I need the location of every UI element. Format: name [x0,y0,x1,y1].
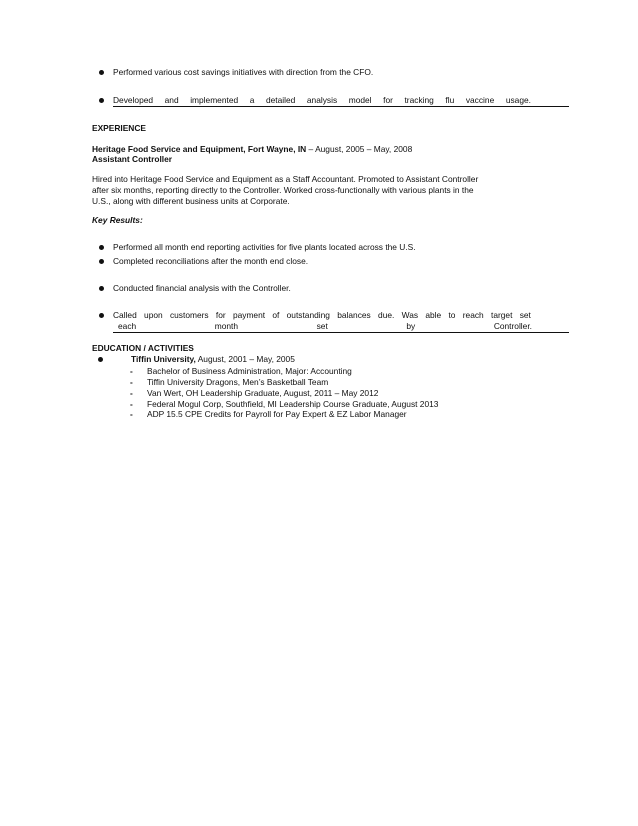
word: Controller. [493,321,532,331]
word: reach [462,310,484,320]
word: balances [337,310,371,320]
employment-dates: – August, 2005 – May, 2008 [306,144,413,154]
justified-result-line [113,310,531,321]
education-item: ADP 15.5 CPE Credits for Payroll for Pay Expert & EZ Labor Manager [147,409,407,419]
bullet-icon [98,97,105,104]
word: Developed [113,95,154,105]
position-title: Assistant Controller [92,154,173,164]
experience-heading: EXPERIENCE [92,123,146,133]
word: each [118,321,137,331]
word: implemented [190,95,239,105]
bullet-icon [98,244,105,251]
description-line: after six months, reporting directly to the Controller. Worked cross-functionally with various plants in the [92,185,474,195]
word: a [249,95,255,105]
bullet-text: Performed various cost savings initiatives with direction from the CFO. [113,67,374,77]
key-results-label: Key Results: [92,215,143,225]
education-item: Bachelor of Business Administration, Major: Accounting [147,366,352,376]
description-line: U.S., along with different business units at Corporate. [92,196,290,206]
word: month [214,321,239,331]
result-text: Completed reconciliations after the month end close. [113,256,309,266]
word: vaccine [465,95,495,105]
word: upon [144,310,163,320]
bullet-icon [98,258,105,265]
education-item: Tiffin University Dragons, Men’s Basketball Team [147,377,329,387]
company-name: Heritage Food Service and Equipment, Fort Wayne, IN [92,144,307,154]
word: outstanding [286,310,330,320]
result-text: Performed all month end reporting activities for five plants located across the U.S. [113,242,416,252]
dash-icon [130,399,138,409]
school-dates: August, 2001 – May, 2005 [195,354,295,364]
school-name: Tiffin University, [131,354,196,364]
word: Called [113,310,137,320]
education-heading: EDUCATION / ACTIVITIES [92,343,194,353]
word: for [383,95,393,105]
dash-icon [130,366,138,376]
word: due. [378,310,395,320]
word: payment [232,310,266,320]
dash-icon [130,409,138,419]
word: set [519,310,531,320]
result-text: Conducted financial analysis with the Controller. [113,283,291,293]
word: set [316,321,328,331]
word: customers [169,310,209,320]
description-line: Hired into Heritage Food Service and Equipment as a Staff Accountant. Promoted to Assistant Controller [92,174,479,184]
bullet-icon [98,69,105,76]
word: and [164,95,179,105]
bullet-icon [97,356,104,363]
dash-icon [130,388,138,398]
bullet-icon [98,312,105,319]
word: flu [445,95,455,105]
underline-rule [113,332,569,333]
word: target [491,310,513,320]
word: tracking [404,95,434,105]
word: model [348,95,372,105]
justified-bullet-line [113,95,531,106]
word: Was [401,310,419,320]
word: usage. [505,95,531,105]
school-line [131,354,295,365]
underline-rule [113,106,569,107]
word: of [272,310,280,320]
word: analysis [306,95,338,105]
justified-result-line [118,321,532,332]
education-item: Van Wert, OH Leadership Graduate, August, 2011 – May 2012 [147,388,379,398]
dash-icon [130,377,138,387]
education-item: Federal Mogul Corp, Southfield, MI Leadership Course Graduate, August 2013 [147,399,439,409]
word: detailed [265,95,296,105]
word: to [448,310,456,320]
bullet-icon [98,285,105,292]
word: by [406,321,416,331]
word: for [215,310,226,320]
word: able [425,310,442,320]
